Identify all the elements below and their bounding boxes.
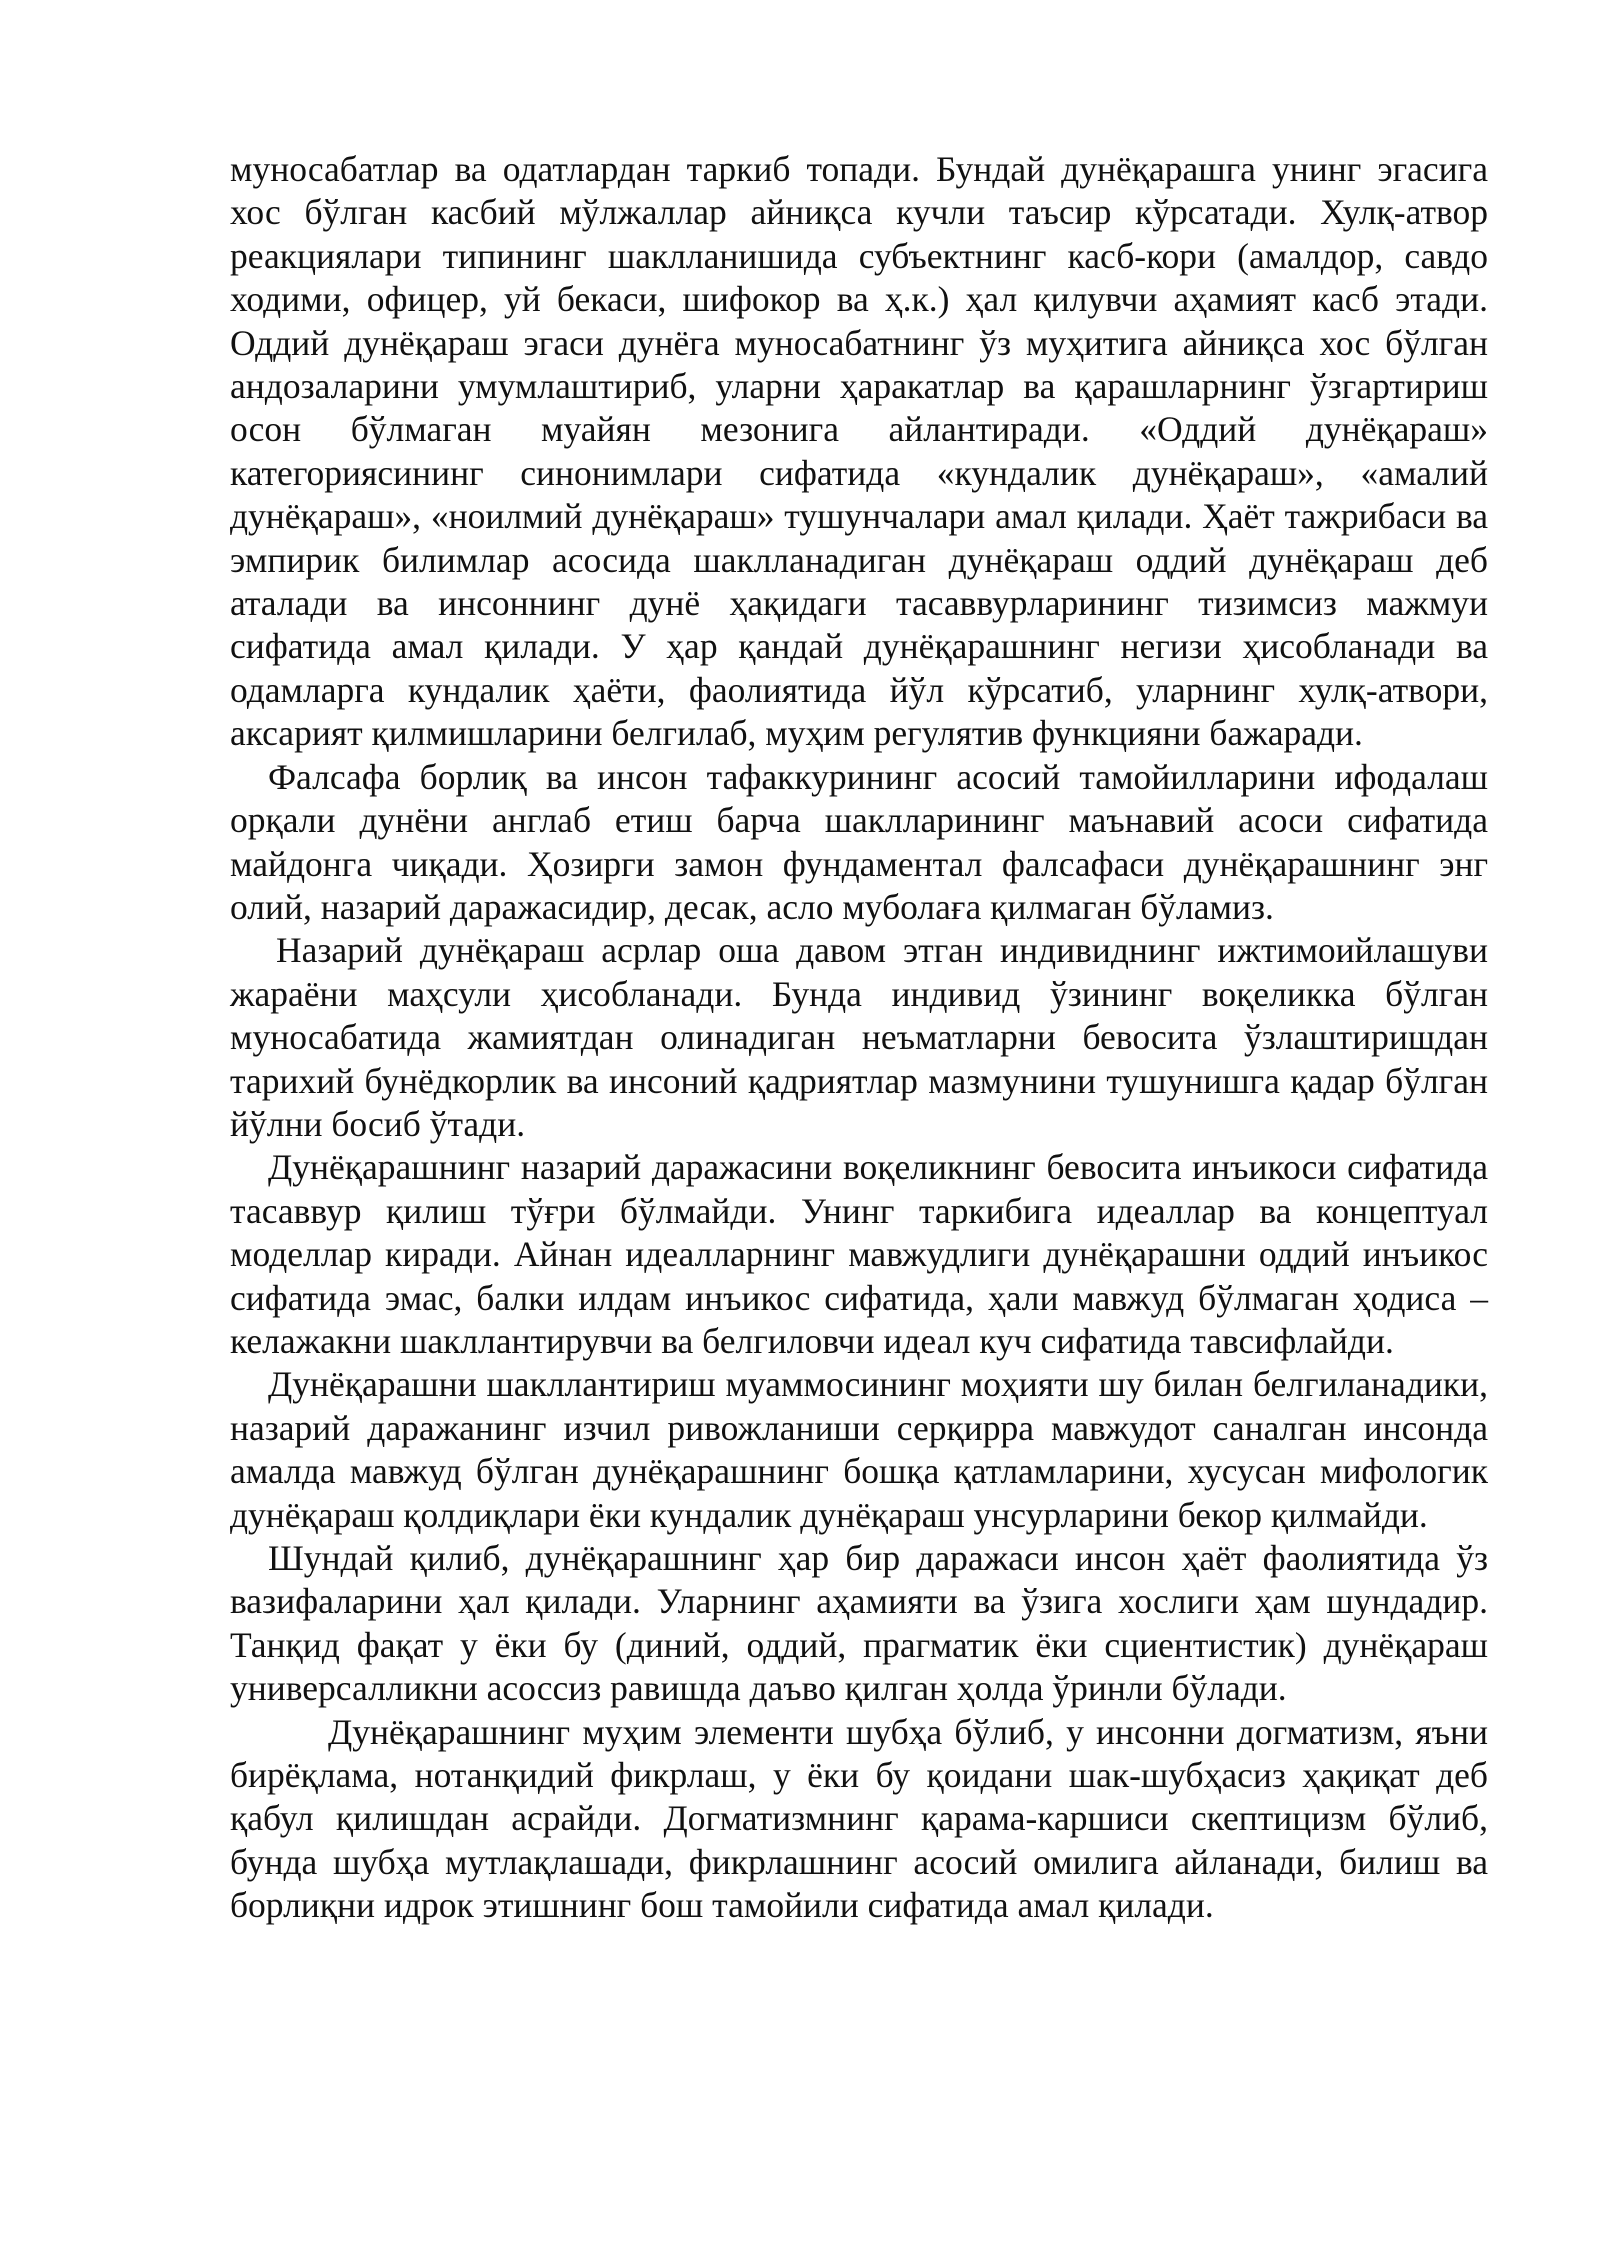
paragraph-2: Фалсафа борлиқ ва инсон тафаккурининг асосий тамойилларини ифодалаш орқали дунёни англаб етиш барча шаклларининг маънавий асоси сифатида майдонга чиқади. Ҳозирги замон фундаментал фалсафаси дунёқарашнинг энг олий, назарий даражасидир, десак, асло муболаға қилмаган бўламиз. <box>230 756 1488 927</box>
paragraph-3: Назарий дунёқараш асрлар оша давом этган индивиднинг ижтимоийлашуви жараёни маҳсули ҳисобланади. Бунда индивид ўзининг воқеликка бўлган муносабатида жамиятдан олинадиган неъматларни бевосита ўзлаштиришдан тарихий бунёдкорлик ва инсоний қадриятлар мазмунини тушунишга қадар бўлган йўлни босиб ўтади. <box>230 930 1488 1144</box>
paragraph-4: Дунёқарашнинг назарий даражасини воқеликнинг бевосита инъикоси сифатида тасаввур қилиш тўғри бўлмайди. Унинг таркибига идеаллар ва концептуал моделлар киради. Айнан идеалларнинг мавжудлиги дунёқарашни оддий инъикос сифатида эмас, балки илдам инъикос сифатида, ҳали мавжуд бўлмаган ҳодиса – келажакни шакллантирувчи ва белгиловчи идеал куч сифатида тавсифлайди. <box>230 1147 1488 1361</box>
paragraph-1: муносабатлар ва одатлардан таркиб топади. Бундай дунёқарашга унинг эгасига хос бўлган касбий мўлжаллар айниқса кучли таъсир кўрсатади. Хулқ-атвор реакциялари типининг шаклланишида субъектнинг касб-кори (амалдор, савдо ходими, офицер, уй бекаси, шифокор ва ҳ.к.) ҳал қилувчи аҳамият касб этади. Оддий дунёқараш эгаси дунёга муносабатнинг ўз муҳитига айниқса хос бўлган андозаларини умумлаштириб, уларни ҳаракатлар ва қарашларнинг ўзгартириш осон бўлмаган муайян мезонига айлантиради. «Оддий дунёқараш» категориясининг синонимлари сифатида «кундалик дунёқараш», «амалий дунёқараш», «ноилмий дунёқараш» тушунчалари амал қилади. Ҳаёт тажрибаси ва эмпирик билимлар асосида шаклланадиган дунёқараш оддий дунёқараш деб аталади ва инсоннинг дунё ҳақидаги тасаввурларининг тизимсиз мажмуи сифатида амал қилади. У ҳар қандай дунёқарашнинг негизи ҳисобланади ва одамларга кундалик ҳаёти, фаолиятида йўл кўрсатиб, уларнинг хулқ-атвори, аксарият қилмишларини белгилаб, муҳим регулятив функцияни бажаради. <box>230 149 1488 754</box>
paragraph-7: Дунёқарашнинг муҳим элементи шубҳа бўлиб, у инсонни догматизм, яъни бирёқлама, нотанқидий фикрлаш, у ёки бу қоидани шак-шубҳасиз ҳақиқат деб қабул қилишдан асрайди. Догматизмнинг қарама-каршиси скептицизм бўлиб, бунда шубҳа мутлақлашади, фикрлашнинг асосий омилига айланади, билиш ва борлиқни идрок этишнинг бош тамойили сифатида амал қилади. <box>230 1711 1488 1926</box>
document-page <box>230 148 1488 1928</box>
paragraph-5: Дунёқарашни шакллантириш муаммосининг моҳияти шу билан белгиланадики, назарий даражанинг изчил ривожланиши серқирра мавжудот саналган инсонда амалда мавжуд бўлган дунёқарашнинг бошқа қатламларини, хусусан мифологик дунёқараш қолдиқлари ёки кундалик дунёқараш унсурларини бекор қилмайди. <box>230 1364 1488 1535</box>
paragraph-6: Шундай қилиб, дунёқарашнинг ҳар бир даражаси инсон ҳаёт фаолиятида ўз вазифаларини ҳал қилади. Уларнинг аҳамияти ва ўзига хослиги ҳам шундадир. Танқид фақат у ёки бу (диний, оддий, прагматик ёки сциентистик) дунёқараш универсалликни асоссиз равишда даъво қилган ҳолда ўринли бўлади. <box>230 1538 1488 1709</box>
